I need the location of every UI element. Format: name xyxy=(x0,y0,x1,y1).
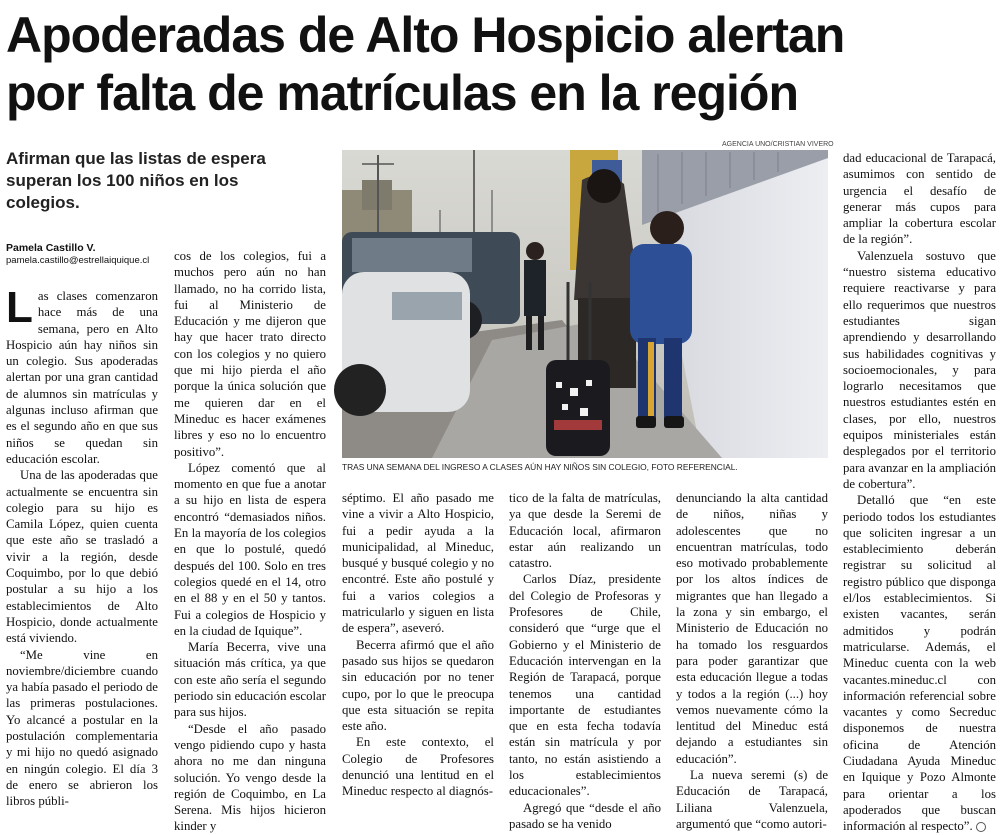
article-column-5 xyxy=(676,490,828,831)
photo-credit: AGENCIA UNO/CRISTIAN VIVERO xyxy=(722,141,834,148)
paragraph xyxy=(6,283,158,467)
paragraph: denunciando la alta cantidad de niños, niñas y adolescentes que no encuentran matrículas, todo eso motivado probablemente por los altos índices de migrantes que han llegado a la zona y sin embargo, el Ministerio de Educación no ha tomado los resguardos para poder garantizar que esta educación llegue a todas y todos a la región (...) hoy vemos nuevamente cómo la lentitud del Mineduc está dejando a estudiantes sin educación”. xyxy=(676,491,828,766)
paragraph xyxy=(843,492,996,834)
headline-line-2: por falta de matrículas en la región xyxy=(6,65,799,121)
paragraph-text: Detalló que “en este periodo todos los estudiantes que soliciten ingresar a un establecimiento deberán registrar su solicitud al registro público que disponga el/los establecimientos. Si existen vacantes, serán admitidos y podrán matricularse. Además, el Mineduc cuenta con la web vacantes.mineduc.cl con información referencial sobre vacantes y como Secreduc disponemos de nuestra oficina de Atención Ciudadana Ayuda Mineduc en Iquique y Pozo Almonte para orientar a los apoderados que buscan información al respecto”. xyxy=(843,493,996,834)
article-column-3 xyxy=(342,490,494,816)
paragraph: Carlos Díaz, presidente del Colegio de Profesoras y Profesores de Chile, consideró que “urge que el Gobierno y el Ministerio de Educación intervengan en la Región de Tarapacá, porque tenemos una cantidad importante de estudiantes que en esta fecha todavía están sin matrícula y por tanto, no están asistiendo a los establecimientos educacionales”. xyxy=(509,572,661,799)
article-column-4 xyxy=(509,490,661,831)
paragraph: cos de los colegios, fui a muchos pero aún no han llamado, no ha corrido lista, fui al Ministerio de Educación y me dijeron que hay que hacer trato directo con los colegios y no quiero que mi hijo pierda el año porque la única solución que me quieren dar en el Mineduc es hacer exámenes libres y eso no lo encuentro positivo”. xyxy=(174,249,326,459)
headline-line-1: Apoderadas de Alto Hospicio alertan xyxy=(6,7,845,63)
article-column-2 xyxy=(174,248,326,834)
article-column-6 xyxy=(843,150,996,834)
paragraph: Agregó que “desde el año pasado se ha venido xyxy=(509,800,661,831)
paragraph: Valenzuela sostuvo que “nuestro sistema educativo requiere reactivarse y para ello requerimos que nuestros estudiantes sigan aprendiendo y desarrollando sus habilidades cognitivas y socioemocionales, y para lograrlo necesitamos que nuestros estudiantes estén en clases, por ello, nuestros equipos ministeriales están desplegados por el territorio para avanzar en la ampliación de cobertura”. xyxy=(843,248,996,491)
byline xyxy=(6,241,166,267)
paragraph: Una de las apoderadas que actualmente se encuentra sin colegio para su hijo es Camila López, quien cuenta que este año se trasladó a vivir a la región, desde Coquimbo, por lo que debió postular a su hijo a los establecimientos de Alto Hospicio, donde actualmente está viviendo. xyxy=(6,468,158,646)
paragraph-text: as clases comenzaron hace más de una semana, pero en Alto Hospicio aún hay niños sin un colegio. Sus apoderadas alertan por una gran cantidad de alumnos sin matrículas y algunas incluso afirman que es el segundo año en que sus niños se quedan sin educación escolar. xyxy=(6,289,158,466)
article-photo xyxy=(342,150,828,458)
author-email: pamela.castillo@estrellaiquique.cl xyxy=(6,255,150,266)
author-name: Pamela Castillo V. xyxy=(6,242,96,254)
paragraph: séptimo. El año pasado me vine a vivir a Alto Hospicio, fui a pedir ayuda a la municipalidad, al Mineduc, busqué y busqué colegio y no encontré. Este año postulé y fui a varios colegios a matricularlo y siguen en lista de espera”, aseveró. xyxy=(342,491,494,636)
paragraph: María Becerra, vive una situación más crítica, ya que con este año sería el segundo periodo sin educación escolar para sus hijos. xyxy=(174,640,326,720)
paragraph: dad educacional de Tarapacá, asumimos con sentido de urgencia el desafío de generar más cupos para ampliar la cobertura escolar de la región”. xyxy=(843,151,996,247)
paragraph: “Desde el año pasado vengo pidiendo cupo y hasta ahora no me dan ninguna solución. Yo vengo desde la región de Coquimbo, en La Serena. Mis hijos hicieron kinder y xyxy=(174,721,326,834)
paragraph: La nueva seremi (s) de Educación de Tarapacá, Liliana Valenzuela, argumentó que “como autori- xyxy=(676,768,828,831)
end-mark-icon xyxy=(976,822,986,832)
headline xyxy=(6,6,996,122)
paragraph: tico de la falta de matrículas, ya que desde la Seremi de Educación local, afirmaron estar aún realizando un catastro. xyxy=(509,491,661,571)
paragraph: López comentó que al momento en que fue a anotar a su hijo en lista de espera encontró “demasiados niños. En la mayoría de los colegios en que lo postulé, quedó después del 100. Solo en tres colegios quedé en el 14, otro en el 88 y en el 50 y tantos. Fui a colegios de Hospicio y en la ciudad de Iquique”. xyxy=(174,460,326,638)
paragraph: Becerra afirmó que el año pasado sus hijos se quedaron sin educación por no tener cupo, por lo que le preocupa que esta situación se repita este año. xyxy=(342,637,494,734)
paragraph: En este contexto, el Colegio de Profesores denunció una lentitud en el Mineduc respecto al diagnós- xyxy=(342,735,494,799)
paragraph: “Me vine en noviembre/diciembre cuando ya había pasado el periodo de las primeras postulaciones. Yo alcancé a postular en la postulación complementaria y mi hijo no quedó asignado en ningún colegio. El día 3 de enero se abrieron los libros públi- xyxy=(6,647,158,809)
photo-caption: TRAS UNA SEMANA DEL INGRESO A CLASES AÚN HAY NIÑOS SIN COLEGIO, FOTO REFERENCIAL. xyxy=(342,462,738,472)
drop-cap: L xyxy=(6,283,33,332)
article-column-1 xyxy=(6,283,158,816)
subheadline: Afirman que las listas de espera superan los 100 niños en los colegios. xyxy=(6,149,266,212)
